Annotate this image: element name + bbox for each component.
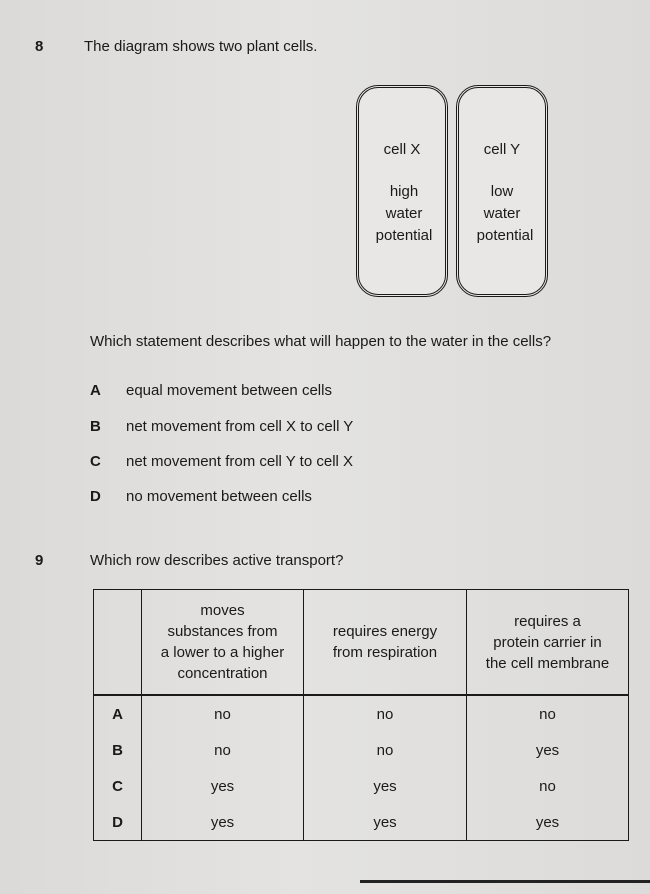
- option-d-text: no movement between cells: [126, 488, 312, 505]
- header-col3-line2: protein carrier in: [493, 633, 602, 651]
- header-col1-line1: moves: [200, 602, 245, 619]
- cell-moves: yes: [142, 804, 304, 841]
- cell-carrier: yes: [467, 804, 629, 841]
- question-9-number: 9: [35, 552, 44, 569]
- header-col1-line4: concentration: [177, 665, 268, 682]
- header-protein-carrier: [467, 590, 629, 696]
- cell-moves: no: [142, 732, 304, 768]
- question-8-number: 8: [35, 38, 44, 55]
- cell-x-line3: potential: [375, 227, 433, 244]
- cell-moves: no: [142, 695, 304, 732]
- option-b-letter: B: [90, 418, 101, 435]
- cell-x-line2: water: [385, 205, 423, 222]
- header-requires-energy: [304, 590, 467, 696]
- cell-carrier: no: [467, 695, 629, 732]
- row-label: A: [94, 695, 142, 732]
- cell-x-line1: high: [389, 183, 419, 200]
- cell-energy: no: [304, 732, 467, 768]
- question-8-prompt: Which statement describes what will happen to the water in the cells?: [90, 333, 552, 350]
- table-row: [94, 804, 629, 841]
- table-header-row: [94, 590, 629, 696]
- cell-y-line3: potential: [476, 227, 534, 244]
- cell-y-label: cell Y: [483, 141, 521, 158]
- row-label: C: [94, 768, 142, 804]
- cell-y-line2: water: [483, 205, 521, 222]
- option-d-letter: D: [90, 488, 101, 505]
- option-a-text: equal movement between cells: [126, 382, 332, 399]
- cell-energy: yes: [304, 768, 467, 804]
- table-row: [94, 732, 629, 768]
- option-c-text: net movement from cell Y to cell X: [126, 453, 354, 470]
- cell-carrier: no: [467, 768, 629, 804]
- cell-moves: yes: [142, 768, 304, 804]
- cell-y-line1: low: [490, 183, 514, 200]
- header-col2-line1: requires energy: [332, 623, 438, 640]
- header-col3-line1: requires a: [514, 612, 581, 630]
- active-transport-table: [93, 589, 629, 841]
- cell-energy: yes: [304, 804, 467, 841]
- question-9-prompt: Which row describes active transport?: [90, 552, 344, 569]
- question-8-stem: The diagram shows two plant cells.: [84, 38, 318, 55]
- option-a-letter: A: [90, 382, 101, 399]
- option-c-letter: C: [90, 453, 101, 470]
- header-col3-line3: the cell membrane: [485, 654, 610, 672]
- row-label: B: [94, 732, 142, 768]
- header-col1-line2: substances from: [167, 623, 278, 640]
- header-col1-line3: a lower to a higher: [160, 644, 285, 661]
- table-row: [94, 768, 629, 804]
- row-label: D: [94, 804, 142, 841]
- cell-x-label: cell X: [383, 141, 421, 158]
- table-row: [94, 695, 629, 732]
- page-bottom-rule: [360, 880, 650, 883]
- cell-carrier: yes: [467, 732, 629, 768]
- header-moves-substances: [142, 590, 304, 696]
- header-col2-line2: from respiration: [332, 644, 438, 661]
- cell-energy: no: [304, 695, 467, 732]
- option-b-text: net movement from cell X to cell Y: [126, 418, 354, 435]
- header-empty: [94, 590, 142, 696]
